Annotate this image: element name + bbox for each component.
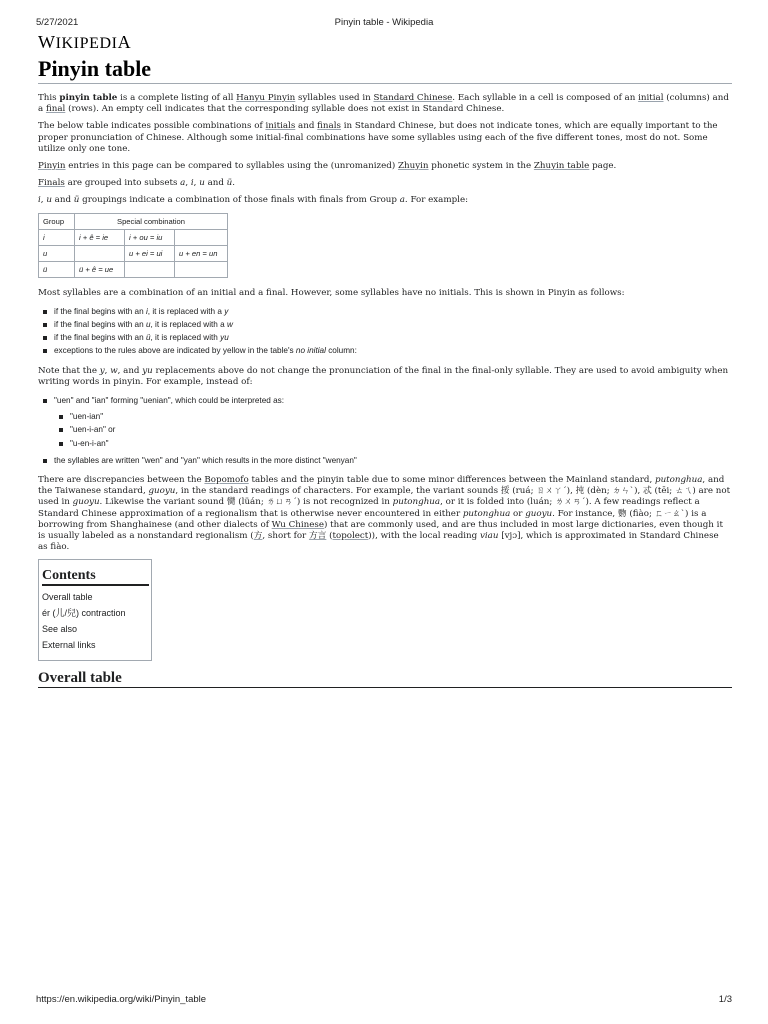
discrepancies-paragraph: There are discrepancies between the Bopomofo tables and the pinyin table due to some minor differences between the Mainland standard, putonghua, and the Taiwanese standard, guoyu, in the standard readings of characters. For example, the variant sounds 挼 (ruá; ㄖㄨㄚˊ), 扽 (dèn; ㄉㄣˋ), 忒 (tēi; ㄊㄟ) are not used in guoyu. Likewise the variant sound 臠 (lüán; ㄌㄩㄢˊ) is not recognized in putonghua, or it is folded into (luán; ㄌㄨㄢˊ). A few readings reflect a Standard Chinese approximation of a regionalism that is otherwise never encountered in either putonghua or guoyu. For instance, 覅 (fiào; ㄈㄧㄠˋ) is a borrowing from Shanghainese (and other dialects of Wu Chinese) that are commonly used, and are thus included in most large dictionaries, even though it is usually labeled as a nonstandard regionalism (方, short for 方言 (topolect)), with the local reading viau [vjɔ], which is approximated in Standard Chinese as fiào. [38,475,731,553]
link-fang[interactable]: 方 [253,531,263,542]
toc-title: Contents [42,570,149,585]
table-row: u u + ei = ui u + en = un [39,245,228,261]
link-initial[interactable]: initial [638,93,664,103]
link-zhuyin-table[interactable]: Zhuyin table [533,161,590,172]
rules-list [38,305,731,358]
print-header [36,17,732,31]
combinations-paragraph: The below table indicates possible combinations of initials and finals in Standard Chinese, but does not indicate tones, which are equally important to the proper pronunciation of Chinese. Although some initial-final combinations have some syllables using each of the five different tones, most do not. Some utilize only one tone. [38,121,718,154]
toc-item-external-links[interactable]: External links [42,639,96,650]
section-heading-overall-table: Overall table [38,673,732,688]
print-date: 5/27/2021 [36,17,79,28]
bold-term: pinyin table [59,93,118,103]
link-hanyu-pinyin[interactable]: Hanyu Pinyin [236,93,296,103]
link-finals[interactable]: finals [317,121,341,132]
table-header-special: Special combination [75,213,228,229]
toc-item-see-also[interactable]: See also [42,623,78,634]
link-initials[interactable]: initials [265,121,296,132]
link-finals-2[interactable]: Finals [38,178,65,189]
list-item: "uen" and "ian" forming "uenian", which could be interpreted as: "uen-ian" "uen-i-an" or "u-en-i-an" [54,394,731,450]
zhuyin-paragraph: Pinyin entries in this page can be compared to syllables using the (unromanized) Zhuyin phonetic system in the Zhuyin table page. [38,161,617,172]
link-zhuyin[interactable]: Zhuyin [398,161,429,172]
table-row: ü ü + ê = ue [39,261,228,277]
table-header-row [39,213,228,229]
list-item: if the final begins with an u, it is replaced with a w [54,318,731,331]
list-item: if the final begins with an ü, it is replaced with yu [54,331,731,344]
list-item: "uen-i-an" or [70,423,731,436]
no-initials-paragraph: Most syllables are a combination of an initial and a final. However, some syllables have no initials. This is shown in Pinyin as follows: [38,287,625,298]
table-header-group: Group [39,213,75,229]
list-item: if the final begins with an i, it is replaced with a y [54,305,731,318]
replacements-paragraph: Note that the y, w, and yu replacements above do not change the pronunciation of the final in the final-only syllable. They are used to avoid ambiguity when writing words in pinyin. For example, instead of: [38,365,729,387]
link-wu-chinese[interactable]: Wu Chinese [271,519,324,530]
print-page-title: Pinyin table - Wikipedia [334,17,434,28]
link-fangyan[interactable]: 方言 [308,531,327,542]
toc-item-overall-table[interactable]: Overall table [42,591,93,602]
print-url: https://en.wikipedia.org/wiki/Pinyin_table [36,994,207,1005]
wikipedia-logo[interactable]: WIKIPEDIA [38,32,132,52]
link-standard-chinese[interactable]: Standard Chinese [373,93,453,103]
special-combination-table [38,213,228,278]
link-final[interactable]: final [45,104,66,115]
subsets-paragraph: Finals are grouped into subsets a, i, u and ü. [38,178,236,189]
intro-paragraph: This pinyin table is a complete listing of all Hanyu Pinyin syllables used in Standard Chinese. Each syllable in a cell is composed of an initial (columns) and a final (rows). An empty cell indicates that the corresponding syllable does not exist in Standard Chinese. [38,93,729,115]
page-title: Pinyin table [38,56,152,81]
list-item: "u-en-i-an" [70,437,731,450]
list-item: exceptions to the rules above are indicated by yellow in the table's no initial column: [54,344,731,357]
link-pinyin[interactable]: Pinyin [38,161,66,172]
article-body [38,93,731,688]
link-bopomofo[interactable]: Bopomofo [204,475,249,486]
toc-item-er-contraction[interactable]: ér (儿/兒) contraction [42,607,126,618]
link-topolect[interactable]: topolect [332,531,369,542]
example-list [38,394,731,467]
table-of-contents [38,559,152,660]
print-footer [36,994,732,1008]
groupings-paragraph: i, u and ü groupings indicate a combination of those finals with finals from Group a. For example: [38,195,469,206]
title-divider [38,83,732,84]
list-item: "uen-ian" [70,410,731,423]
print-page-number: 1/3 [718,994,732,1005]
table-row: i i + ê = ie i + ou = iu [39,229,228,245]
list-item: the syllables are written "wen" and "yan" which results in the more distinct "wenyan" [54,454,731,467]
example-sublist [54,410,731,450]
